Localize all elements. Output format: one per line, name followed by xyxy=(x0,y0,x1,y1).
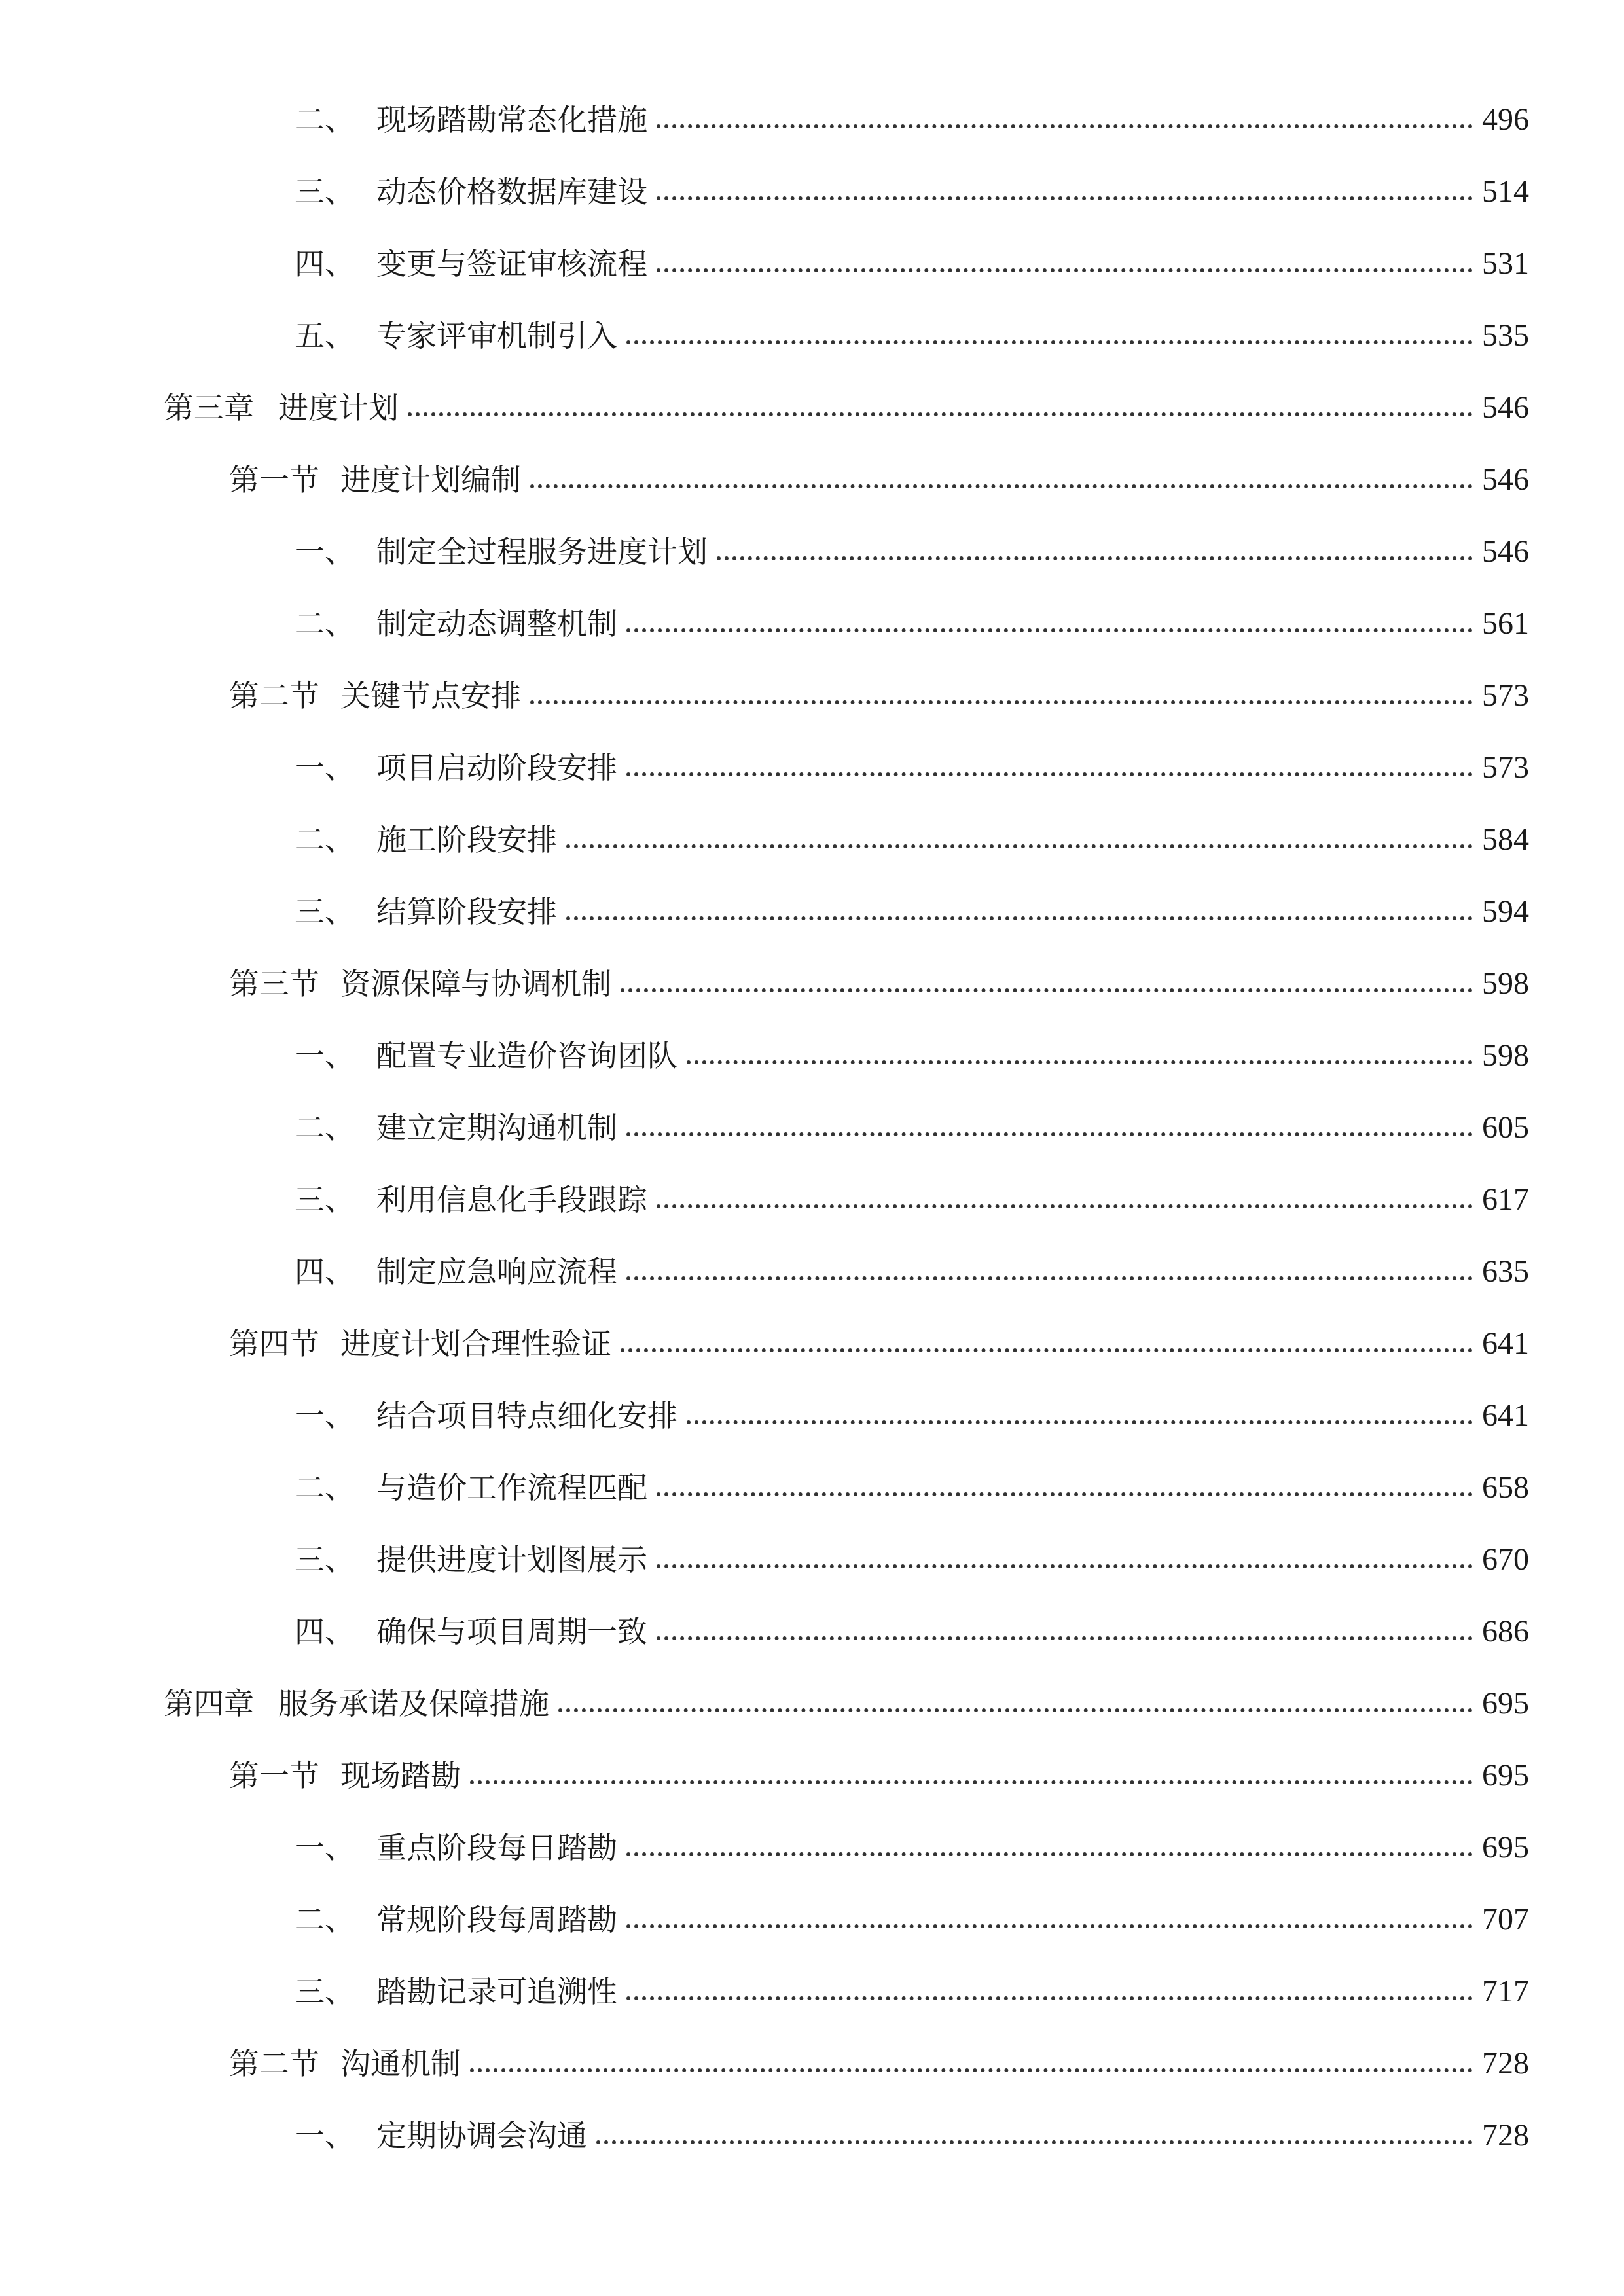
dot-leader xyxy=(470,1753,1473,1799)
toc-entry-number: 三、 xyxy=(295,174,355,209)
dot-leader xyxy=(558,1681,1473,1727)
toc-entry-number: 二、 xyxy=(295,102,355,137)
toc-section-entry[interactable] xyxy=(229,673,1529,719)
toc-entry-title: 与造价工作流程匹配 xyxy=(376,1470,647,1505)
toc-entry[interactable] xyxy=(295,601,1529,647)
toc-entry[interactable] xyxy=(295,1105,1529,1151)
toc-entry-page: 686 xyxy=(1482,1614,1529,1649)
dot-leader xyxy=(657,169,1473,215)
toc-entry-title: 服务承诺及保障措施 xyxy=(278,1686,549,1721)
dot-leader xyxy=(470,2041,1473,2087)
dot-leader xyxy=(657,241,1473,287)
toc-entry[interactable] xyxy=(295,2113,1529,2159)
toc-entry-page: 635 xyxy=(1482,1254,1529,1289)
toc-entry-title: 进度计划合理性验证 xyxy=(340,1326,611,1361)
toc-entry-number: 一、 xyxy=(295,750,355,785)
dot-leader xyxy=(717,529,1473,575)
toc-entry[interactable] xyxy=(295,1969,1529,2015)
dot-leader xyxy=(530,673,1473,719)
toc-entry-page: 496 xyxy=(1482,102,1529,137)
toc-entry-page: 617 xyxy=(1482,1182,1529,1217)
toc-entry-number: 第四章 xyxy=(164,1686,254,1721)
toc-entry-title: 踏勘记录可追溯性 xyxy=(376,1974,617,2009)
toc-entry-number: 四、 xyxy=(295,1614,355,1649)
toc-entry[interactable] xyxy=(295,1465,1529,1511)
toc-entry-title: 资源保障与协调机制 xyxy=(340,966,611,1001)
toc-entry-title: 进度计划 xyxy=(278,390,399,425)
toc-entry-page: 717 xyxy=(1482,1974,1529,2009)
dot-leader xyxy=(408,385,1473,431)
toc-entry-page: 728 xyxy=(1482,2046,1529,2081)
toc-entry[interactable] xyxy=(295,745,1529,791)
toc-entry[interactable] xyxy=(295,529,1529,575)
toc-entry[interactable] xyxy=(295,313,1529,359)
toc-entry-number: 三、 xyxy=(295,1974,355,2009)
toc-entry-number: 三、 xyxy=(295,1542,355,1577)
toc-entry-title: 建立定期沟通机制 xyxy=(376,1110,617,1145)
toc-entry[interactable] xyxy=(295,241,1529,287)
toc-entry-page: 546 xyxy=(1482,390,1529,425)
toc-entry-number: 四、 xyxy=(295,246,355,281)
toc-entry-title: 项目启动阶段安排 xyxy=(376,750,617,785)
toc-entry-page: 605 xyxy=(1482,1110,1529,1145)
toc-entry-number: 一、 xyxy=(295,1398,355,1433)
toc-entry-number: 第二节 xyxy=(229,2046,319,2081)
dot-leader xyxy=(626,313,1473,359)
toc-section-entry[interactable] xyxy=(229,1753,1529,1799)
toc-entry-page: 598 xyxy=(1482,1038,1529,1073)
toc-entry-title: 制定全过程服务进度计划 xyxy=(376,534,708,569)
toc-entry-page: 594 xyxy=(1482,894,1529,929)
toc-section-entry[interactable] xyxy=(229,1321,1529,1367)
toc-entry-page: 641 xyxy=(1482,1398,1529,1433)
toc-entry-page: 531 xyxy=(1482,246,1529,281)
toc-entry-title: 重点阶段每日踏勘 xyxy=(376,1830,617,1865)
toc-entry-number: 二、 xyxy=(295,1110,355,1145)
dot-leader xyxy=(566,817,1473,863)
toc-entry-page: 546 xyxy=(1482,462,1529,497)
toc-entry-number: 四、 xyxy=(295,1254,355,1289)
toc-chapter-entry[interactable] xyxy=(164,385,1529,431)
toc-entry-page: 598 xyxy=(1482,966,1529,1001)
toc-entry-page: 728 xyxy=(1482,2118,1529,2153)
toc-entry-number: 第二节 xyxy=(229,678,319,713)
toc-entry-page: 670 xyxy=(1482,1542,1529,1577)
dot-leader xyxy=(626,745,1473,791)
toc-entry-page: 658 xyxy=(1482,1470,1529,1505)
toc-entry-title: 现场踏勘常态化措施 xyxy=(376,102,647,137)
dot-leader xyxy=(626,601,1473,647)
toc-entry-number: 一、 xyxy=(295,1038,355,1073)
toc-entry-title: 专家评审机制引入 xyxy=(376,318,617,353)
toc-entry[interactable] xyxy=(295,1537,1529,1583)
toc-entry-page: 546 xyxy=(1482,534,1529,569)
toc-entry-title: 现场踏勘 xyxy=(340,1758,461,1793)
toc-entry-title: 制定应急响应流程 xyxy=(376,1254,617,1289)
toc-entry-page: 695 xyxy=(1482,1686,1529,1721)
toc-entry-number: 第三章 xyxy=(164,390,254,425)
toc-entry-page: 707 xyxy=(1482,1902,1529,1937)
toc-entry-number: 三、 xyxy=(295,1182,355,1217)
toc-entry[interactable] xyxy=(295,1609,1529,1655)
toc-entry-number: 一、 xyxy=(295,1830,355,1865)
toc-entry-page: 584 xyxy=(1482,822,1529,857)
toc-entry-number: 第三节 xyxy=(229,966,319,1001)
toc-entry-title: 确保与项目周期一致 xyxy=(376,1614,647,1649)
dot-leader xyxy=(626,1969,1473,2015)
toc-entry-title: 结算阶段安排 xyxy=(376,894,557,929)
dot-leader xyxy=(626,1105,1473,1151)
toc-entry-page: 695 xyxy=(1482,1758,1529,1793)
dot-leader xyxy=(566,889,1473,935)
toc-entry-number: 一、 xyxy=(295,534,355,569)
toc-entry-page: 695 xyxy=(1482,1830,1529,1865)
dot-leader xyxy=(657,1609,1473,1655)
dot-leader xyxy=(687,1033,1473,1079)
toc-entry-title: 结合项目特点细化安排 xyxy=(376,1398,677,1433)
toc-entry-number: 三、 xyxy=(295,894,355,929)
toc-section-entry[interactable] xyxy=(229,961,1529,1007)
toc-entry-title: 利用信息化手段跟踪 xyxy=(376,1182,647,1217)
dot-leader xyxy=(621,1321,1473,1367)
toc-entry-number: 二、 xyxy=(295,606,355,641)
dot-leader xyxy=(657,1537,1473,1583)
toc-section-entry[interactable] xyxy=(229,457,1529,503)
toc-entry-title: 变更与签证审核流程 xyxy=(376,246,647,281)
toc-section-entry[interactable] xyxy=(229,2041,1529,2087)
toc-entry-number: 二、 xyxy=(295,1902,355,1937)
toc-entry-number: 第一节 xyxy=(229,462,319,497)
toc-entry-page: 561 xyxy=(1482,606,1529,641)
toc-entry-number: 五、 xyxy=(295,318,355,353)
toc-entry[interactable] xyxy=(295,1033,1529,1079)
toc-entry-title: 提供进度计划图展示 xyxy=(376,1542,647,1577)
dot-leader xyxy=(626,1897,1473,1943)
toc-entry-page: 573 xyxy=(1482,678,1529,713)
toc-entry[interactable] xyxy=(295,1393,1529,1439)
dot-leader xyxy=(657,1177,1473,1223)
dot-leader xyxy=(596,2113,1473,2159)
toc-entry-number: 二、 xyxy=(295,1470,355,1505)
toc-entry[interactable] xyxy=(295,1177,1529,1223)
toc-entry[interactable] xyxy=(295,889,1529,935)
toc-entry-number: 二、 xyxy=(295,822,355,857)
dot-leader xyxy=(626,1249,1473,1295)
toc-entry-title: 定期协调会沟通 xyxy=(376,2118,587,2153)
dot-leader xyxy=(626,1825,1473,1871)
toc-entry-number: 第四节 xyxy=(229,1326,319,1361)
toc-chapter-entry[interactable] xyxy=(164,1681,1529,1727)
toc-entry[interactable] xyxy=(295,817,1529,863)
toc-entry-title: 动态价格数据库建设 xyxy=(376,174,647,209)
toc-entry-title: 进度计划编制 xyxy=(340,462,521,497)
toc-entry-page: 535 xyxy=(1482,318,1529,353)
dot-leader xyxy=(657,97,1473,143)
dot-leader xyxy=(621,961,1473,1007)
toc-entry[interactable] xyxy=(295,1825,1529,1871)
dot-leader xyxy=(687,1393,1473,1439)
toc-entry-title: 常规阶段每周踏勘 xyxy=(376,1902,617,1937)
toc-entry-page: 641 xyxy=(1482,1326,1529,1361)
toc-entry-page: 514 xyxy=(1482,174,1529,209)
toc-entry-title: 施工阶段安排 xyxy=(376,822,557,857)
toc-entry-title: 沟通机制 xyxy=(340,2046,461,2081)
toc-entry-title: 制定动态调整机制 xyxy=(376,606,617,641)
toc-entry-page: 573 xyxy=(1482,750,1529,785)
toc-entry-number: 一、 xyxy=(295,2118,355,2153)
dot-leader xyxy=(530,457,1473,503)
toc-entry[interactable] xyxy=(295,169,1529,215)
toc-entry-title: 关键节点安排 xyxy=(340,678,521,713)
toc-entry[interactable] xyxy=(295,97,1529,143)
toc-entry[interactable] xyxy=(295,1897,1529,1943)
toc-entry[interactable] xyxy=(295,1249,1529,1295)
toc-entry-title: 配置专业造价咨询团队 xyxy=(376,1038,677,1073)
dot-leader xyxy=(657,1465,1473,1511)
toc-entry-number: 第一节 xyxy=(229,1758,319,1793)
